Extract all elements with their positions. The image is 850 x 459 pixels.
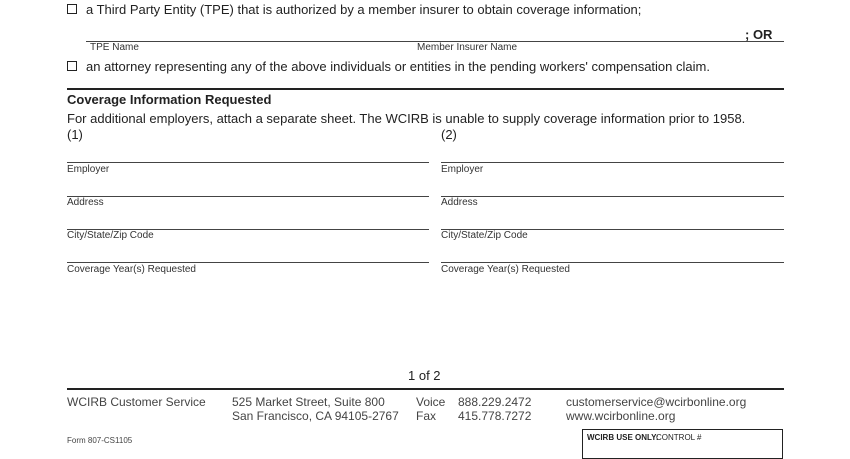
employer-2-label: Employer <box>441 164 484 175</box>
footer-city: San Francisco, CA 94105-2767 <box>232 409 399 423</box>
coverage-years-2-line[interactable] <box>441 262 784 263</box>
attorney-option-text: an attorney representing any of the above individuals or entities in the pending workers' compensation claim. <box>86 59 710 74</box>
address-1-label: Address <box>67 197 104 208</box>
coverage-years-1-line[interactable] <box>67 262 429 263</box>
tpe-checkbox[interactable] <box>67 4 77 14</box>
tpe-option-text: a Third Party Entity (TPE) that is authorized by a member insurer to obtain coverage information; <box>86 2 642 17</box>
employer-1-line[interactable] <box>67 162 429 163</box>
tpe-name-label: TPE Name <box>90 42 139 53</box>
coverage-years-1-label: Coverage Year(s) Requested <box>67 264 196 275</box>
website-link[interactable]: www.wcirbonline.org <box>566 409 676 423</box>
coverage-instructions: For additional employers, attach a separate sheet. The WCIRB is unable to supply coverage information prior to 1958. <box>67 111 746 126</box>
footer-street: 525 Market Street, Suite 800 <box>232 395 385 409</box>
form-id: Form 807-CS1105 <box>67 436 133 445</box>
page-number: 1 of 2 <box>408 368 441 383</box>
fax-number: 415.778.7272 <box>458 409 532 423</box>
voice-label: Voice <box>416 395 446 409</box>
fax-label: Fax <box>416 409 437 423</box>
use-only-label: WCIRB USE ONLY: <box>587 433 659 442</box>
coverage-heading: Coverage Information Requested <box>67 92 272 107</box>
footer-divider <box>67 388 784 390</box>
column-2-number: (2) <box>441 127 457 142</box>
address-1-line[interactable] <box>67 196 429 197</box>
control-number-label: CONTROL # <box>656 433 702 442</box>
city-state-zip-1-label: City/State/Zip Code <box>67 230 154 241</box>
control-number-box[interactable] <box>582 429 783 459</box>
voice-number: 888.229.2472 <box>458 395 532 409</box>
email-link[interactable]: customerservice@wcirbonline.org <box>566 395 747 409</box>
coverage-years-2-label: Coverage Year(s) Requested <box>441 264 570 275</box>
column-1-number: (1) <box>67 127 83 142</box>
or-text: ; OR <box>745 27 773 42</box>
address-2-line[interactable] <box>441 196 784 197</box>
city-state-zip-2-label: City/State/Zip Code <box>441 230 528 241</box>
attorney-checkbox[interactable] <box>67 61 77 71</box>
employer-2-line[interactable] <box>441 162 784 163</box>
section-divider <box>67 88 784 90</box>
footer-org: WCIRB Customer Service <box>67 395 206 409</box>
member-insurer-label: Member Insurer Name <box>417 42 518 53</box>
address-2-label: Address <box>441 197 478 208</box>
employer-1-label: Employer <box>67 164 110 175</box>
